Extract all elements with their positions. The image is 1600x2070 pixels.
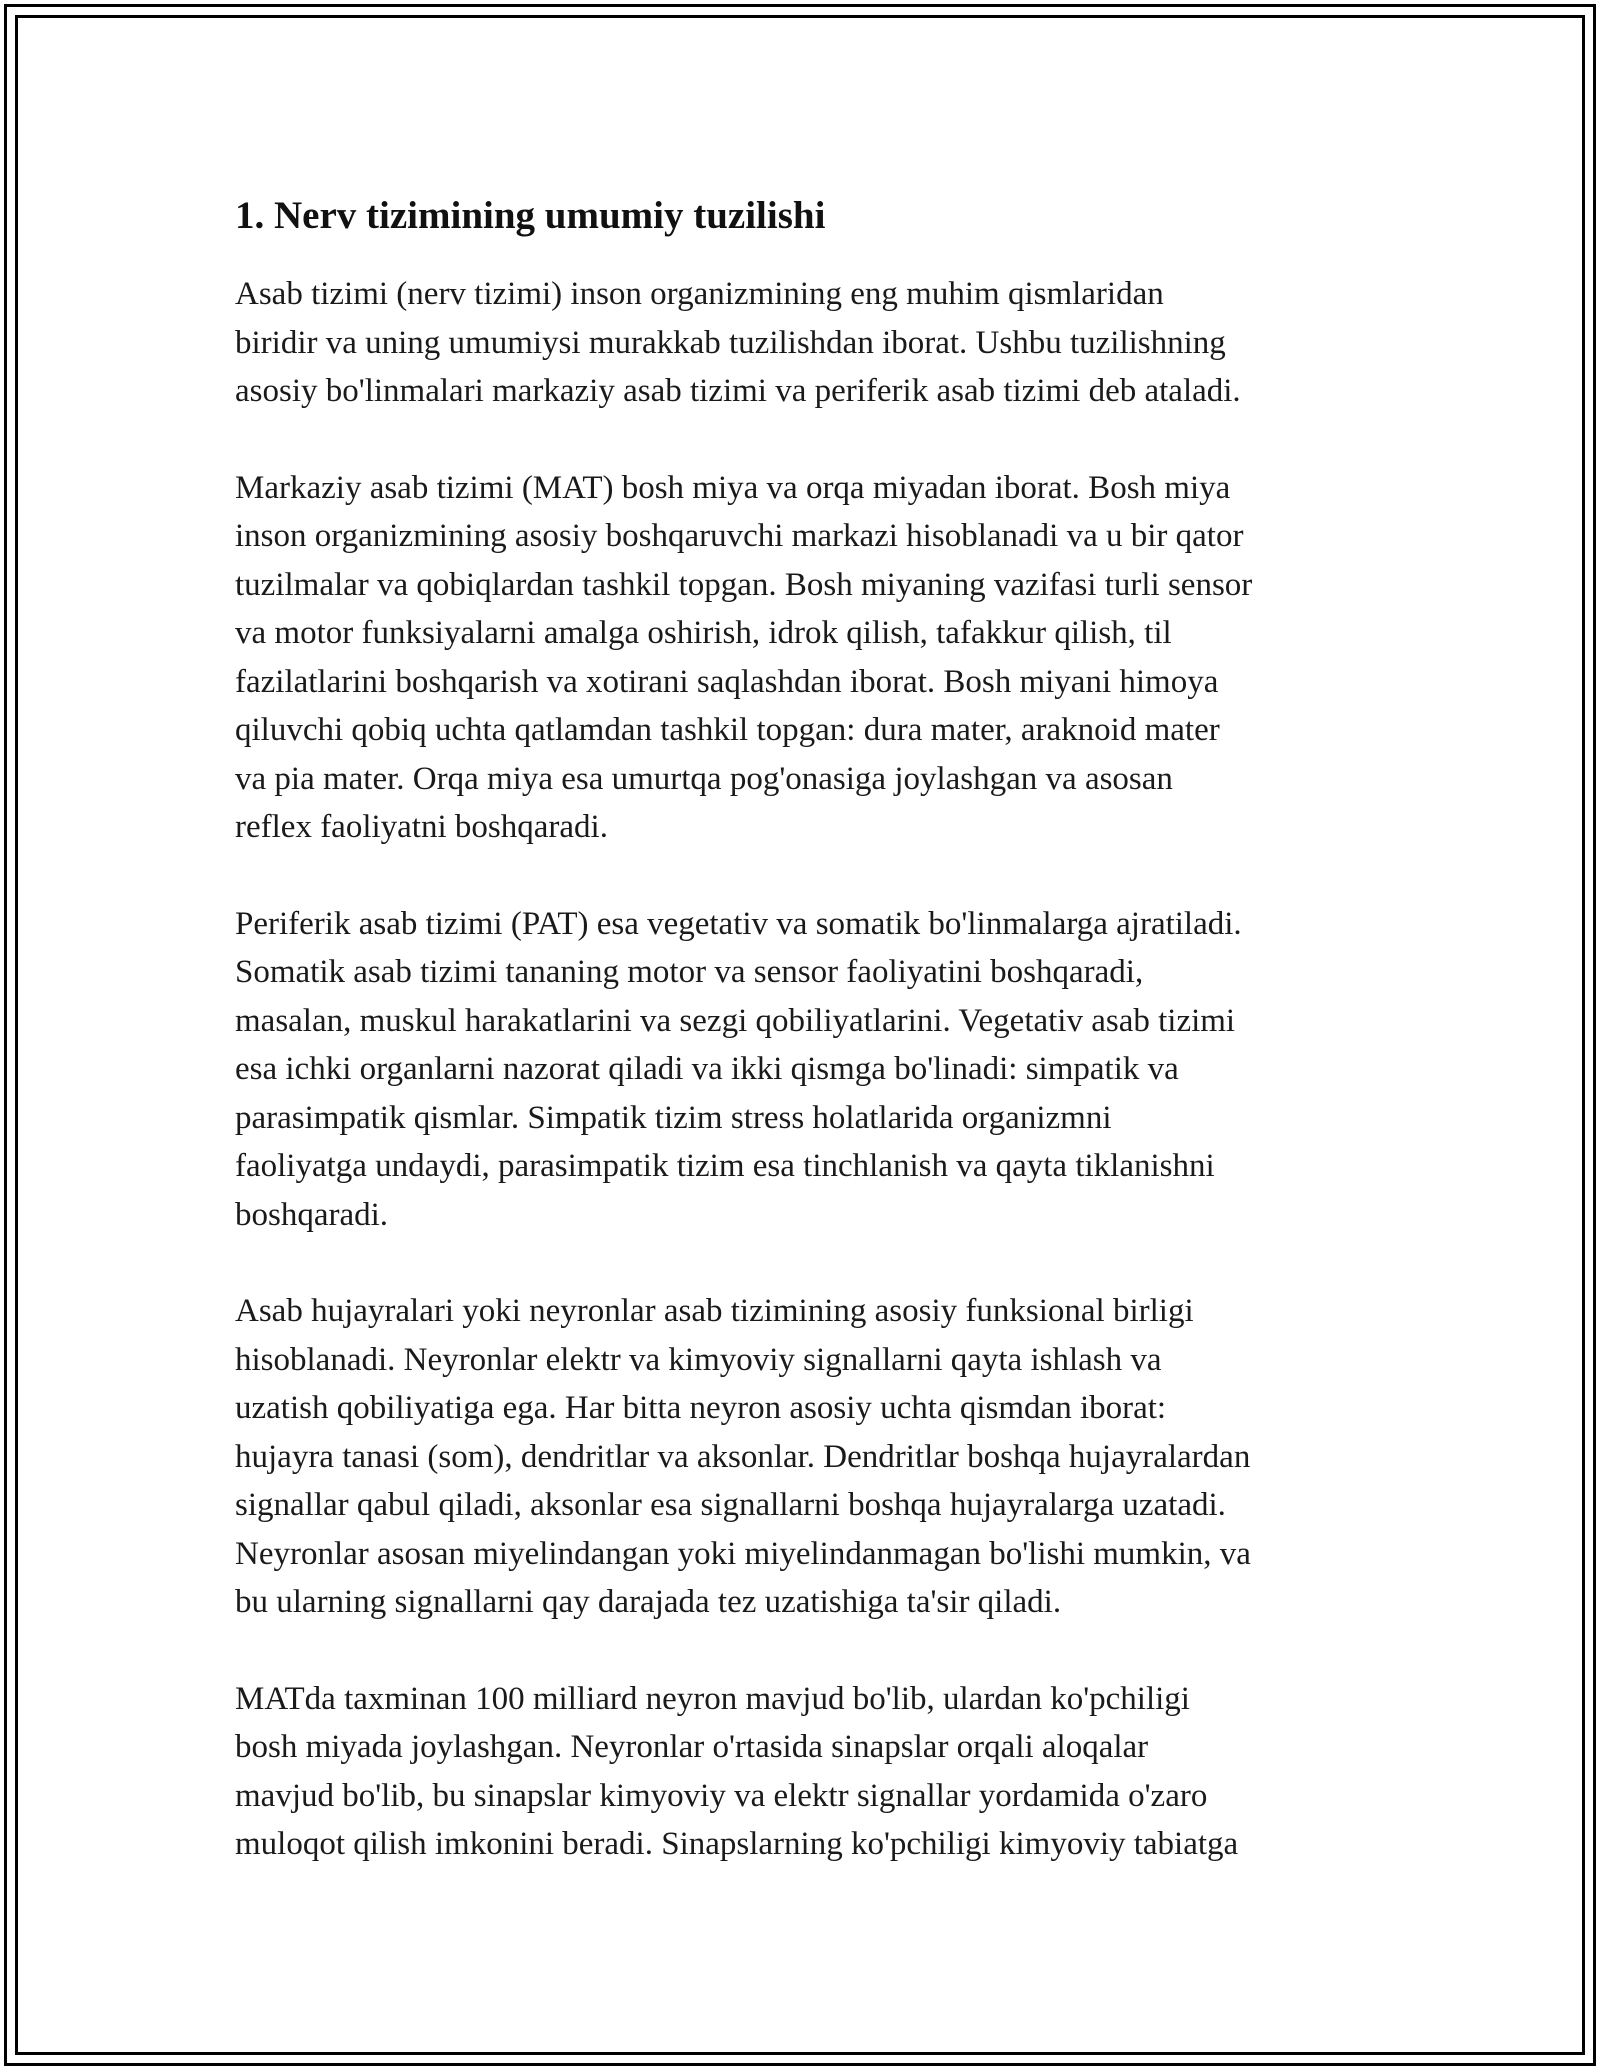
text-line: fazilatlarini boshqarish va xotirani saqlashdan iborat. Bosh miyani himoya [235,663,1219,700]
text-line: Neyronlar asosan miyelindangan yoki miyelindanmagan bo'lishi mumkin, va [235,1535,1251,1572]
text-line: Asab hujayralari yoki neyronlar asab tizimining asosiy funksional birligi [235,1293,1194,1329]
paragraph [235,270,1375,416]
text-line: mavjud bo'lib, bu sinapslar kimyoviy va elektr signallar yordamida o'zaro [235,1777,1208,1814]
text-line: Somatik asab tizimi tananing motor va sensor faoliyatini boshqaradi, [235,954,1144,990]
document-body [235,188,1375,1917]
paragraph [235,900,1375,1240]
paragraph [235,464,1375,852]
text-line: esa ichki organlarni nazorat qiladi va ikki qismga bo'linadi: simpatik va [235,1051,1179,1087]
text-line: bosh miyada joylashgan. Neyronlar o'rtasida sinapslar orqali aloqalar [235,1729,1149,1765]
text-line: signallar qabul qiladi, aksonlar esa signallarni boshqa hujayralarga uzatadi. [235,1487,1226,1523]
text-line: boshqaradi. [235,1196,389,1233]
text-line: biridir va uning umumiysi murakkab tuzilishdan iborat. Ushbu tuzilishning [235,324,1226,361]
text-line: masalan, muskul harakatlarini va sezgi qobiliyatlarini. Vegetativ asab tizimi [235,1002,1236,1039]
paragraph [235,1675,1375,1869]
text-line: Periferik asab tizimi (PAT) esa vegetativ va somatik bo'linmalarga ajratiladi. [235,905,1242,942]
paragraph-list [235,270,1375,1869]
text-line: tuzilmalar va qobiqlardan tashkil topgan. Bosh miyaning vazifasi turli sensor [235,566,1253,603]
section-heading: 1. Nerv tizimining umumiy tuzilishi [235,194,826,237]
text-line: va pia mater. Orqa miya esa umurtqa pog'onasiga joylashgan va asosan [235,760,1173,797]
text-line: bu ularning signallarni qay darajada tez uzatishiga ta'sir qiladi. [235,1584,1062,1620]
text-line: hisoblanadi. Neyronlar elektr va kimyoviy signallarni qayta ishlash va [235,1341,1162,1378]
text-line: Asab tizimi (nerv tizimi) inson organizmining eng muhim qismlaridan [235,276,1164,312]
text-line: va motor funksiyalarni amalga oshirish, idrok qilish, tafakkur qilish, til [235,615,1172,651]
text-line: hujayra tanasi (som), dendritlar va aksonlar. Dendritlar boshqa hujayralardan [235,1438,1251,1475]
text-line: Markaziy asab tizimi (MAT) bosh miya va orqa miyadan iborat. Bosh miya [235,469,1231,506]
text-line: reflex faoliyatni boshqaradi. [235,809,608,845]
paragraph [235,1287,1375,1627]
text-line: uzatish qobiliyatiga ega. Har bitta neyron asosiy uchta qismdan iborat: [235,1390,1167,1426]
text-line: MATda taxminan 100 milliard neyron mavjud bo'lib, ulardan ko'pchiligi [235,1680,1190,1717]
text-line: asosiy bo'linmalari markaziy asab tizimi va periferik asab tizimi deb ataladi. [235,373,1241,409]
text-line: muloqot qilish imkonini beradi. Sinapslarning ko'pchiligi kimyoviy tabiatga [235,1826,1239,1862]
text-line: inson organizmining asosiy boshqaruvchi markazi hisoblanadi va u bir qator [235,518,1244,554]
text-line: parasimpatik qismlar. Simpatik tizim stress holatlarida organizmni [235,1099,1112,1136]
text-line: qiluvchi qobiq uchta qatlamdan tashkil topgan: dura mater, araknoid mater [235,712,1220,748]
text-line: faoliyatga undaydi, parasimpatik tizim esa tinchlanish va qayta tiklanishni [235,1148,1215,1184]
